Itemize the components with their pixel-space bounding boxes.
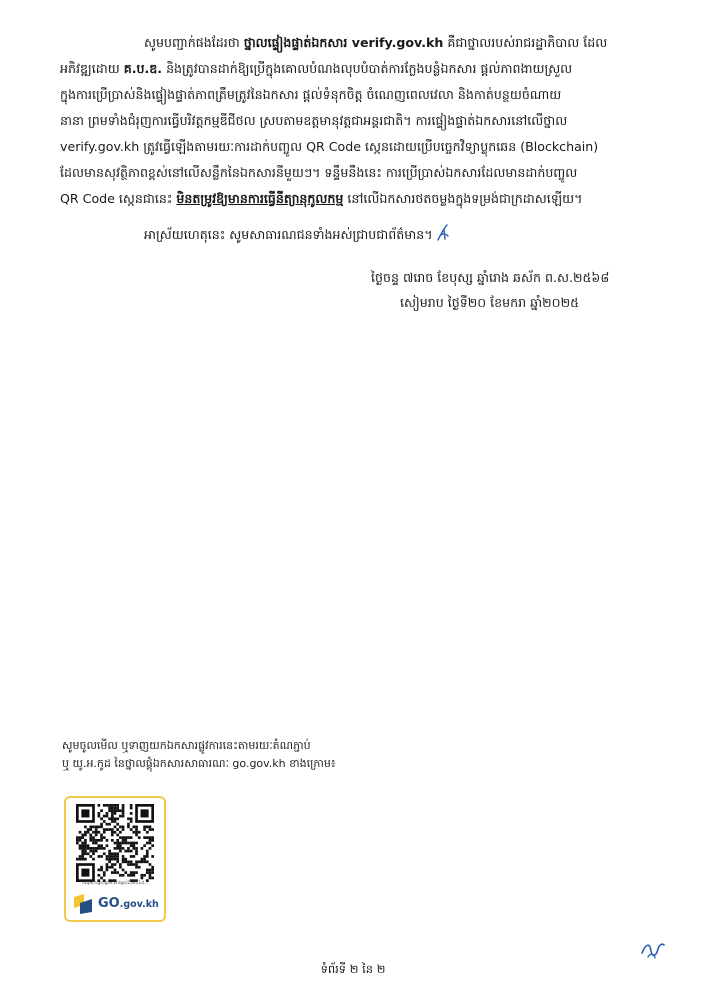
page-number: ទំព័រទី ២ នៃ ២ — [320, 962, 386, 976]
platform-domain: verify.gov.kh — [347, 35, 444, 50]
body-line-1 — [144, 32, 607, 54]
logo-go: GO — [98, 896, 120, 911]
qr-url: https://go.gov.kh/go/25011d... — [81, 881, 149, 886]
logo-mark-icon — [72, 893, 94, 915]
lunar-date: ថ្ងៃចន្ទ ៧រោច ខែបុស្ស ឆ្នាំរោង ឆស័ក ព.ស.២៥៦៨ — [371, 270, 610, 285]
no-notarization-required: មិនតម្រូវឱ្យមានការធ្វើនីត្យានុកូលកម្ម — [176, 191, 344, 206]
body-text: គឺជាថ្នាលរបស់រាជរដ្ឋាភិបាល ដែល — [443, 35, 608, 50]
body-line-5: verify.gov.kh ត្រូវធ្វើឡើងតាមរយៈការដាក់បញ្ចូល QR Code ស្កេនដោយប្រើបច្ចេកវិទ្យាប្លុកឆេន (Blockchain) — [60, 139, 599, 154]
closing-text: អាស្រ័យហេតុនេះ សូមសាធារណជនទាំងអស់ជ្រាបជាព័ត៌មាន។ — [144, 227, 433, 242]
body-text: និងត្រូវបានដាក់ឱ្យប្រើក្នុងគោលបំណងលុបបំបាត់ការក្លែងបន្លំឯកសារ ផ្តល់ភាពងាយស្រួល — [162, 61, 573, 76]
body-line-4: នានា ព្រមទាំងជំរុញការធ្វើបរិវត្តកម្មឌីជីថល ស្របតាមឧត្តមានុវត្តជាអន្តរជាតិ។ ការផ្ទៀងផ្ទាត់ឯកសារនៅលើថ្នាល — [60, 113, 568, 128]
go-gov-kh-logo — [72, 892, 162, 916]
body-text: សូមបញ្ជាក់ផងដែរថា — [144, 35, 244, 50]
signature-initial-icon — [435, 224, 451, 242]
body-line-3: ក្នុងការប្រើប្រាស់និងផ្ទៀងផ្ទាត់ភាពត្រឹមត្រូវនៃឯកសារ ផ្តល់ទំនុកចិត្ត ចំណេញពេលវេលា និងកាត់បន្ថយចំណាយ — [60, 87, 562, 102]
platform-name: ថ្នាលផ្ទៀងផ្ទាត់ឯកសារ — [243, 35, 348, 50]
logo-domain: .gov.kh — [119, 899, 159, 910]
body-text: នៅលើឯកសារថតចម្លងក្នុងទម្រង់ជាក្រដាសឡើយ។ — [343, 191, 583, 206]
body-line-6: ដែលមានសុវត្ថិភាពខ្ពស់នៅលើសន្លឹកនៃឯកសារនីមួយៗ។ ទន្ទឹមនឹងនេះ ការប្រើប្រាស់ឯកសារដែលមានដាក់បញ្ចូល — [60, 165, 578, 180]
logo-text — [98, 896, 159, 911]
solar-date-place: សៀមរាប ថ្ងៃទី២០ ខែមករា ឆ្នាំ២០២៥ — [400, 295, 580, 310]
qr-code-card[interactable] — [64, 796, 166, 922]
body-text: អភិវឌ្ឍដោយ — [60, 61, 124, 76]
closing-line — [144, 224, 451, 246]
developer-acronym: គ.ប.ឌ. — [123, 61, 163, 76]
footer-note-2: ឬ យូ.អ.កូដ នៃថ្នាលផ្តុំឯកសារសាធារណៈ go.gov.kh ខាងក្រោម៖ — [62, 757, 336, 770]
body-line-7 — [60, 188, 582, 210]
body-text: QR Code ស្កេនជានេះ — [60, 191, 177, 206]
qr-code[interactable] — [76, 804, 154, 882]
footer-note-1: សូមចូលមើល ឬទាញយកឯកសារផ្លូវការនេះតាមរយៈតំណភ្ជាប់ — [62, 739, 311, 752]
body-line-2 — [60, 58, 572, 80]
initial-mark-icon — [640, 939, 666, 961]
